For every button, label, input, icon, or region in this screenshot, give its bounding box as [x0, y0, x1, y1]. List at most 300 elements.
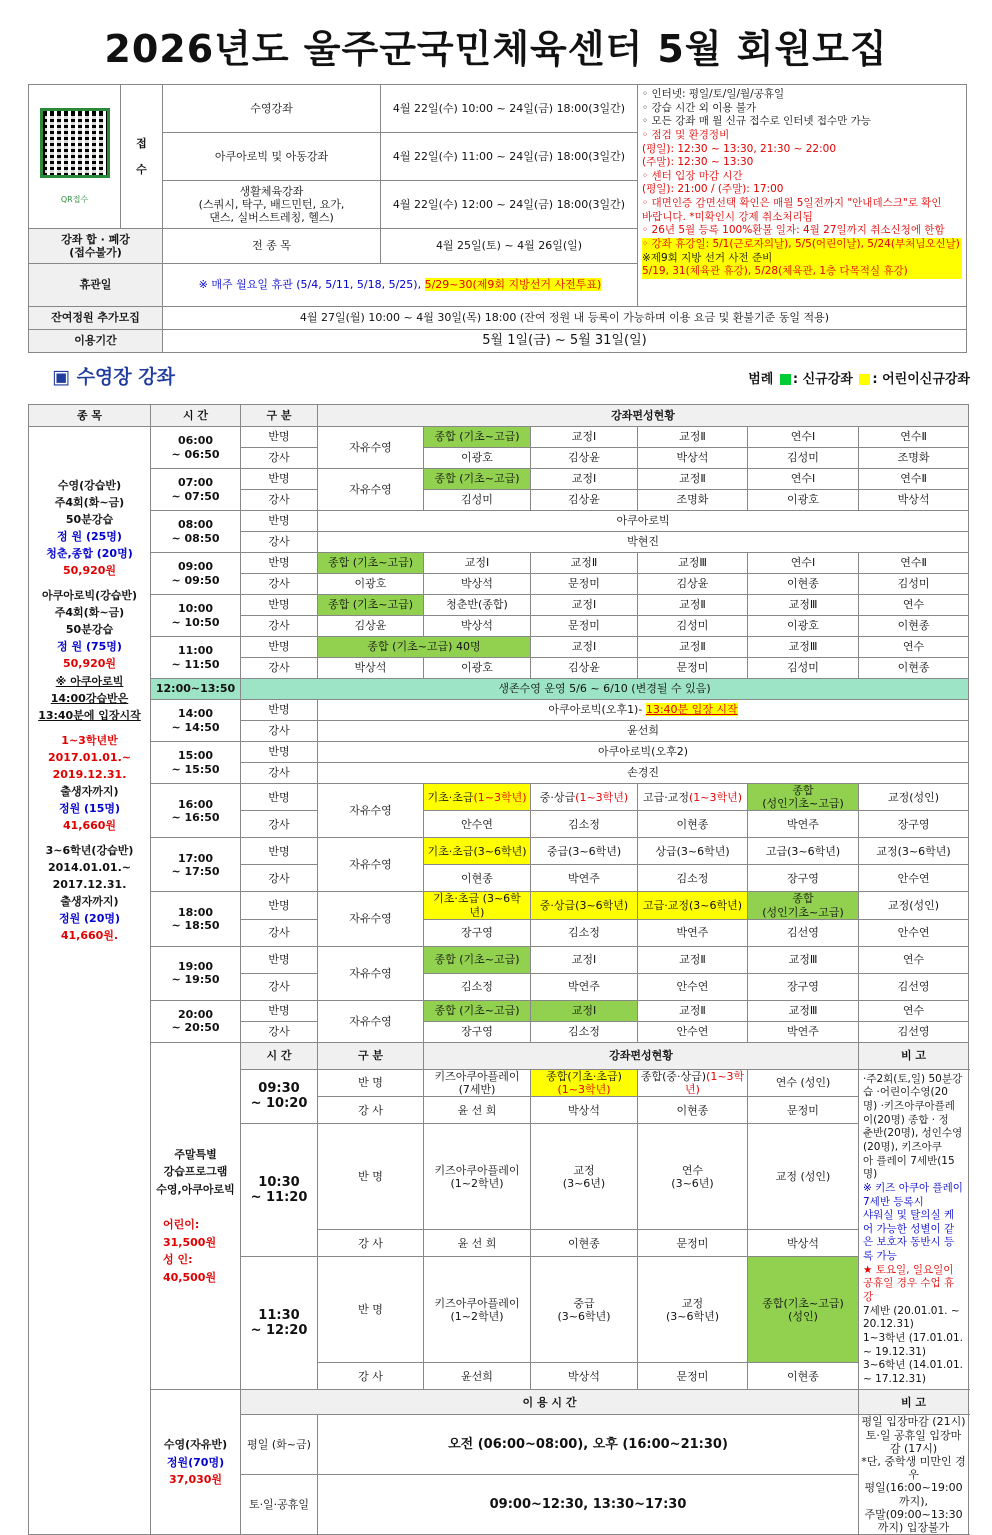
class-name: 종합 (기초~고급)	[318, 595, 424, 616]
reception-course: 생활체육강좌 (스쿼시, 탁구, 배드민턴, 요가, 댄스, 실버스트레칭, 헬스)	[163, 181, 381, 229]
legend-label: 범례	[748, 372, 774, 387]
qr-caption: QR접수	[60, 194, 89, 204]
weekend-slot-time: 09:30 ~ 10:20	[241, 1069, 318, 1123]
row-label-ban: 반명	[241, 595, 318, 616]
free-side-info	[151, 1390, 241, 1535]
teacher-name: 박상석	[638, 448, 748, 469]
class-name: 종합(기초·초급)(1~3학년)	[531, 1069, 638, 1096]
qr-cell	[29, 85, 121, 229]
free-header-time: 이 용 시 간	[241, 1390, 859, 1415]
class-name: 교정Ⅱ	[638, 469, 748, 490]
slot-time: 10:00 ~ 10:50	[151, 595, 241, 637]
weekend-header-status: 강좌편성현황	[424, 1042, 859, 1069]
note-line: (평일): 12:30 ~ 13:30, 21:30 ~ 22:00	[642, 142, 837, 155]
class-name: 교정Ⅰ	[531, 1000, 638, 1021]
class-name: 교정(성인)	[859, 892, 969, 919]
class-sub: (1~3학년)	[575, 790, 629, 804]
side-line: 2017.01.01.~	[48, 750, 131, 764]
free-swim: 자유수영	[318, 838, 424, 892]
teacher-name: 문정미	[748, 1097, 859, 1124]
teacher-name: 김성미	[748, 448, 859, 469]
teacher-name: 윤 선 희	[424, 1230, 531, 1257]
closing-label: 강좌 합 · 폐강 (접수불가)	[29, 229, 163, 264]
teacher-name: 박연주	[638, 919, 748, 946]
note-line: 7세반 (20.01.01. ~ 20.12.31)	[863, 1304, 960, 1331]
weekend-slot-time: 10:30 ~ 11:20	[241, 1124, 318, 1257]
legend-kids: : 어린이신규강좌	[872, 372, 970, 387]
side-line: 3~6학년(강습반)	[45, 843, 134, 857]
side-line: 2017.12.31.	[52, 878, 127, 892]
swim-side-info	[29, 427, 151, 1535]
class-name: 종합 (기초~고급)	[424, 1000, 531, 1021]
closing-subject: 전 종 목	[163, 229, 381, 264]
class-name: 교정Ⅱ	[638, 1000, 748, 1021]
teacher-name: 장구영	[424, 919, 531, 946]
extra-text: 4월 27일(월) 10:00 ~ 4월 30일(목) 18:00 (잔여 정원 내 등록이 가능하며 이용 요금 및 환불기준 동일 적용)	[163, 307, 967, 330]
row-label-teacher: 강사	[241, 763, 318, 784]
holiday-weekly: ※ 매주 월요일 휴관 (5/4, 5/11, 5/18, 5/25),	[198, 278, 425, 292]
row-label-ban: 반 명	[318, 1124, 424, 1230]
class-sub: (1~3학년)	[685, 1069, 745, 1096]
teacher-name: 안수연	[638, 1021, 748, 1042]
side-line: 정원(70명)	[166, 1455, 225, 1469]
info-table	[28, 84, 967, 353]
free-swim: 자유수영	[318, 946, 424, 1000]
class-name: 연수 (성인)	[748, 1069, 859, 1096]
note-line: 평일(16:00~19:00까지),	[864, 1481, 963, 1508]
note-line: 1~3학년 (17.01.01. ~ 19.12.31)	[863, 1331, 963, 1358]
band-text: 생존수영 운영 5/6 ~ 6/10 (변경될 수 있음)	[241, 679, 969, 700]
row-label-ban: 반명	[241, 1000, 318, 1021]
free-swim: 자유수영	[318, 1000, 424, 1042]
side-line: 정원 (20명)	[58, 912, 121, 926]
row-label-teacher: 강사	[241, 811, 318, 838]
class-name: 고급·교정(1~3학년)	[638, 784, 748, 811]
class-name: 기초·초급 (3~6학년)	[424, 892, 531, 919]
class-name: 교정 (3~6학년)	[638, 1257, 748, 1363]
row-label-ban: 반명	[241, 427, 318, 448]
side-line: 2014.01.01.~	[48, 860, 131, 874]
swim-schedule-table	[28, 404, 969, 1535]
row-label-teacher: 강사	[241, 973, 318, 1000]
note-line: ※제9회 지방 선거 사전 준비	[642, 252, 962, 266]
class-sub: (1~3학년)	[473, 790, 527, 804]
class-name: 중·상급(1~3학년)	[531, 784, 638, 811]
row-label-ban: 반명	[241, 946, 318, 973]
row-label-teacher: 강사	[241, 919, 318, 946]
free-day-label: 토·일·공휴일	[241, 1475, 318, 1535]
side-line: 청춘,종합 (20명)	[46, 547, 133, 561]
free-notes	[859, 1415, 969, 1535]
note-line: (평일): 21:00 / (주말): 17:00	[642, 183, 784, 196]
teacher-name: 박상석	[424, 574, 531, 595]
teacher-name: 문정미	[638, 658, 748, 679]
teacher-name: 김상윤	[318, 616, 424, 637]
header-type: 구 분	[241, 405, 318, 427]
class-name: 교정Ⅱ	[638, 637, 748, 658]
class-name: 기초·초급(3~6학년)	[424, 838, 531, 865]
note-line: ◦ 강습 시간 외 이용 불가	[642, 101, 757, 114]
teacher-name: 이광호	[748, 490, 859, 511]
slot-time: 19:00 ~ 19:50	[151, 946, 241, 1000]
side-line: 37,030원	[168, 1473, 223, 1487]
free-header-note: 비 고	[859, 1390, 969, 1415]
class-name: 키즈아쿠아플레이 (1~2학년)	[424, 1257, 531, 1363]
holiday-label: 휴관일	[29, 264, 163, 307]
row-label-ban: 반명	[241, 511, 318, 532]
reception-course: 수영강좌	[163, 85, 381, 133]
class-name: 연수Ⅱ	[859, 427, 969, 448]
side-line: 50,920원	[62, 564, 117, 578]
class-name: 교정Ⅲ	[748, 1000, 859, 1021]
class-name: 키즈아쿠아플레이 (1~2학년)	[424, 1124, 531, 1230]
teacher-name: 박연주	[748, 811, 859, 838]
merged-class: 아쿠아로빅(오후1)- 13:40분 입장 시작	[318, 700, 969, 721]
teacher-name: 안수연	[859, 919, 969, 946]
header-time: 시 간	[151, 405, 241, 427]
side-line	[31, 579, 148, 587]
qr-code[interactable]	[40, 108, 110, 178]
row-label-ban: 반명	[241, 553, 318, 574]
period-text: 5월 1일(금) ~ 5월 31일(일)	[163, 330, 967, 353]
slot-time: 20:00 ~ 20:50	[151, 1000, 241, 1042]
side-line: 주말특별	[174, 1147, 217, 1161]
class-name: 교정Ⅰ	[531, 427, 638, 448]
teacher-name: 안수연	[859, 865, 969, 892]
row-label-ban: 반명	[241, 469, 318, 490]
teacher-name: 장구영	[748, 865, 859, 892]
slot-time: 18:00 ~ 18:50	[151, 892, 241, 946]
slot-time: 09:00 ~ 09:50	[151, 553, 241, 595]
weekend-side-info	[151, 1042, 241, 1390]
holiday-text	[163, 264, 638, 307]
teacher-name: 김소정	[424, 973, 531, 1000]
class-name: 연수Ⅰ	[748, 553, 859, 574]
row-label-teacher: 강사	[241, 448, 318, 469]
teacher-name: 김소정	[531, 919, 638, 946]
closing-period: 4월 25일(토) ~ 4월 26일(일)	[381, 229, 638, 264]
teacher-name: 김소정	[531, 1021, 638, 1042]
note-line: (주말): 12:30 ~ 13:30	[642, 156, 754, 169]
side-line	[31, 724, 148, 732]
class-name: 중급(3~6학년)	[531, 838, 638, 865]
note-line: 바랍니다. *미확인시 강제 취소처리됨	[642, 210, 813, 223]
class-name: 중급 (3~6학년)	[531, 1257, 638, 1363]
class-name: 교정(3~6학년)	[859, 838, 969, 865]
note-line: 5/19, 31(체육관 휴강), 5/28(체육관, 1층 다목적실 휴강)	[642, 265, 962, 279]
slot-time: 06:00 ~ 06:50	[151, 427, 241, 469]
free-day-label: 평일 (화~금)	[241, 1415, 318, 1475]
class-name: 종합 (기초~고급) 40명	[318, 637, 531, 658]
note-line: ◦ 26년 5월 등록 100%환불 일자: 4월 27일까지 취소신청에 한함	[642, 224, 945, 237]
teacher-name: 김소정	[531, 811, 638, 838]
note-line: ◦ 모든 강좌 매 월 신규 접수로 인터넷 접수만 가능	[642, 115, 871, 128]
class-name: 종합 (성인기초~고급)	[748, 892, 859, 919]
free-swim: 자유수영	[318, 892, 424, 946]
class-name: 종합 (기초~고급)	[424, 946, 531, 973]
side-line: 정 원 (25명)	[57, 530, 122, 544]
side-line: 정 원 (75명)	[57, 640, 122, 654]
side-line: 1~3학년반	[61, 733, 118, 747]
class-name: 연수	[859, 637, 969, 658]
holiday-election: 5/29~30(제9회 지방선거 사전투표)	[424, 278, 602, 292]
teacher-name: 김선영	[859, 973, 969, 1000]
teacher-name: 김상윤	[531, 448, 638, 469]
free-swim: 자유수영	[318, 427, 424, 469]
weekend-header-note: 비 고	[859, 1042, 969, 1069]
reception-period: 4월 22일(수) 10:00 ~ 24일(금) 18:00(3일간)	[381, 85, 638, 133]
teacher-name: 이현종	[859, 616, 969, 637]
class-name: 연수Ⅱ	[859, 469, 969, 490]
teacher-name: 김성미	[859, 574, 969, 595]
teacher-name: 안수연	[638, 973, 748, 1000]
weekend-header-type: 구 분	[318, 1042, 424, 1069]
free-time: 오전 (06:00~08:00), 오후 (16:00~21:30)	[318, 1415, 859, 1475]
teacher-name: 박연주	[748, 1021, 859, 1042]
section-title: ▣ 수영장 강좌	[52, 366, 175, 388]
class-name: 교정(성인)	[859, 784, 969, 811]
side-line: 주4회(화~금)	[54, 606, 125, 620]
class-sub: (1~3학년)	[557, 1082, 611, 1096]
teacher-name: 조명화	[638, 490, 748, 511]
teacher-name: 문정미	[638, 1363, 748, 1390]
teacher-name: 장구영	[424, 1021, 531, 1042]
side-line: ※ 아쿠아로빅	[55, 674, 124, 688]
note-line: 평일 입장마감 (21시)	[861, 1415, 966, 1429]
side-line: 출생자까지)	[60, 895, 119, 909]
note-line: 3~6학년 (14.01.01. ~ 17.12.31)	[863, 1359, 963, 1385]
class-name: 교정Ⅲ	[638, 553, 748, 574]
class-name: 교정Ⅰ	[531, 637, 638, 658]
class-name: 연수Ⅱ	[859, 553, 969, 574]
page-title: 2026년도 울주군국민체육센터 5월 회원모집	[104, 27, 888, 71]
teacher-name: 김선영	[859, 1021, 969, 1042]
slot-time: 07:00 ~ 07:50	[151, 469, 241, 511]
free-swim: 자유수영	[318, 469, 424, 511]
row-label-teacher: 강사	[241, 721, 318, 742]
side-line: 2019.12.31.	[52, 767, 127, 781]
class-name: 교정Ⅲ	[748, 637, 859, 658]
row-label-ban: 반 명	[318, 1069, 424, 1096]
teacher-name: 박상석	[531, 1097, 638, 1124]
class-name: 종합 (기초~고급)	[318, 553, 424, 574]
class-name: 청춘반(종합)	[424, 595, 531, 616]
note-line: 샤워실 및 탈의실 케어 가능한 성별이 같	[863, 1209, 955, 1235]
class-name: 중·상급(3~6학년)	[531, 892, 638, 919]
note-line: ★ 토요일, 일요일이 공휴일 경우 수업 휴강	[863, 1263, 955, 1303]
class-name: 교정 (성인)	[748, 1124, 859, 1230]
class-name: 교정Ⅲ	[748, 595, 859, 616]
period-label: 이용기간	[29, 330, 163, 353]
merged-highlight: 13:40분 입장 시작	[645, 703, 738, 717]
side-line: 41,660원	[62, 818, 117, 832]
teacher-name: 이현종	[531, 1230, 638, 1257]
row-label-teacher: 강사	[241, 1021, 318, 1042]
header-subject: 종 목	[29, 405, 151, 427]
class-name: 연수Ⅰ	[748, 469, 859, 490]
class-name: 종합(기초~고급) (성인)	[748, 1257, 859, 1363]
row-label-teacher: 강 사	[318, 1363, 424, 1390]
class-name: 교정Ⅱ	[531, 553, 638, 574]
teacher-name: 윤선희	[424, 1363, 531, 1390]
class-name: 연수Ⅰ	[748, 427, 859, 448]
teacher-name: 박상석	[748, 1230, 859, 1257]
class-name: 교정Ⅰ	[424, 553, 531, 574]
class-name: 상급(3~6학년)	[638, 838, 748, 865]
side-line	[153, 1199, 238, 1217]
side-line: 50,920원	[62, 657, 117, 671]
row-label-ban: 반명	[241, 700, 318, 721]
teacher-name: 김상윤	[638, 574, 748, 595]
side-line: 41,660원.	[60, 929, 119, 943]
header-status: 강좌편성현황	[318, 405, 969, 427]
class-name: 고급·교정(3~6학년)	[638, 892, 748, 919]
teacher-name: 이현종	[638, 811, 748, 838]
note-line: 토·일 공휴일 입장마감 (17시)	[865, 1428, 962, 1455]
legend	[748, 368, 970, 387]
side-line: 14:00강습반은	[50, 691, 129, 705]
row-label-teacher: 강사	[241, 658, 318, 679]
side-line: 성 인: 40,500원	[163, 1253, 217, 1284]
row-label-teacher: 강 사	[318, 1097, 424, 1124]
teacher-name: 김성미	[638, 616, 748, 637]
teacher-name: 김소정	[638, 865, 748, 892]
row-label-teacher: 강사	[241, 865, 318, 892]
reception-course: 아쿠아로빅 및 아동강좌	[163, 133, 381, 181]
row-label-teacher: 강사	[241, 616, 318, 637]
teacher-name: 박상석	[531, 1363, 638, 1390]
teacher-name: 이광호	[424, 448, 531, 469]
teacher-name: 장구영	[859, 811, 969, 838]
class-name: 교정Ⅰ	[531, 595, 638, 616]
class-name: 종합 (기초~고급)	[424, 469, 531, 490]
teacher-name: 조명화	[859, 448, 969, 469]
row-label-teacher: 강사	[241, 532, 318, 553]
teacher-name: 김선영	[748, 919, 859, 946]
extra-label: 잔여정원 추가모집	[29, 307, 163, 330]
row-label-ban: 반명	[241, 742, 318, 763]
class-name: 연수	[859, 946, 969, 973]
row-label-teacher: 강 사	[318, 1230, 424, 1257]
note-line: ◦ 강좌 휴강일: 5/1(근로자의날), 5/5(어린이날), 5/24(부처님오신날)	[642, 238, 962, 252]
class-name: 교정Ⅱ	[638, 946, 748, 973]
side-line: 주4회(화~금)	[54, 496, 125, 510]
slot-time: 11:00 ~ 11:50	[151, 637, 241, 679]
row-label-teacher: 강사	[241, 574, 318, 595]
teacher-name: 이현종	[638, 1097, 748, 1124]
teacher-name: 박연주	[531, 865, 638, 892]
row-label-ban: 반 명	[318, 1257, 424, 1363]
reception-period: 4월 22일(수) 12:00 ~ 24일(금) 18:00(3일간)	[381, 181, 638, 229]
reception-label: 접 수	[121, 85, 163, 229]
side-line: 수영(강습반)	[57, 479, 122, 492]
legend-new: : 신규강좌	[792, 372, 853, 387]
teacher-name: 이현종	[748, 1363, 859, 1390]
side-line	[31, 834, 148, 842]
teacher-name: 박상석	[859, 490, 969, 511]
teacher-name: 윤 선 희	[424, 1097, 531, 1124]
weekend-slot-time: 11:30 ~ 12:20	[241, 1257, 318, 1390]
teacher-name: 이현종	[424, 865, 531, 892]
note-line: 명) ·키즈아쿠아플레이(20명) 종합 · 정	[863, 1100, 955, 1126]
class-name: 연수	[859, 595, 969, 616]
teacher-name: 박상석	[424, 616, 531, 637]
teacher-name: 안수연	[424, 811, 531, 838]
side-line: 정원 (15명)	[58, 801, 121, 815]
class-name: 종합 (기초~고급)	[424, 427, 531, 448]
class-name: 교정 (3~6년)	[531, 1124, 638, 1230]
merged-class: 아쿠아로빅(오후2)	[318, 742, 969, 763]
class-name: 고급(3~6학년)	[748, 838, 859, 865]
band-time: 12:00~13:50	[151, 679, 241, 700]
teacher-name: 이광호	[424, 658, 531, 679]
merged-class: 아쿠아로빅	[318, 511, 969, 532]
note-line: ※ 키즈 아쿠아 플레이 7세반 등록시	[863, 1181, 963, 1208]
class-name: 종합(중·상급)(1~3학년)	[638, 1069, 748, 1096]
teacher-name: 이광호	[748, 616, 859, 637]
class-name: 교정Ⅰ	[531, 469, 638, 490]
row-label-teacher: 강사	[241, 490, 318, 511]
teacher-name: 이광호	[318, 574, 424, 595]
teacher-name: 문정미	[531, 574, 638, 595]
weekend-notes	[859, 1069, 969, 1390]
notes-cell	[638, 85, 967, 307]
teacher-name: 이현종	[748, 574, 859, 595]
merged-teacher: 윤선희	[318, 721, 969, 742]
row-label-ban: 반명	[241, 838, 318, 865]
row-label-ban: 반명	[241, 637, 318, 658]
side-line: 어린이: 31,500원	[163, 1218, 217, 1249]
note-line: 춘반(20명), 성인수영(20명), 키즈아쿠	[863, 1127, 963, 1153]
teacher-name: 이현종	[859, 658, 969, 679]
slot-time: 17:00 ~ 17:50	[151, 838, 241, 892]
note-line: 아 플레이 7세반(15명)	[863, 1154, 955, 1181]
side-line: 강습프로그램	[163, 1165, 228, 1179]
legend-green-swatch	[780, 374, 791, 385]
merged-teacher: 손경진	[318, 763, 969, 784]
slot-time: 16:00 ~ 16:50	[151, 784, 241, 838]
note-line: ◦ 센터 입장 마감 시간	[642, 169, 743, 182]
note-line: ·주2회(토,일) 50분강습 ·어린이수영(20	[863, 1072, 963, 1099]
teacher-name: 문정미	[638, 1230, 748, 1257]
class-name: 연수	[859, 1000, 969, 1021]
note-line: ◦ 점검 및 환경정비	[642, 128, 730, 141]
merged-teacher: 박현진	[318, 532, 969, 553]
class-name: 교정Ⅲ	[748, 946, 859, 973]
row-label-ban: 반명	[241, 784, 318, 811]
side-line: 아쿠아로빅(강습반)	[41, 589, 138, 603]
side-line: 수영(자유반)	[163, 1437, 228, 1451]
weekend-header-time: 시 간	[241, 1042, 318, 1069]
teacher-name: 김성미	[748, 658, 859, 679]
side-line: 50분강습	[65, 623, 114, 637]
slot-time: 14:00 ~ 14:50	[151, 700, 241, 742]
class-sub: (1~3학년)	[688, 790, 743, 804]
class-name: 교정Ⅰ	[531, 946, 638, 973]
slot-time: 15:00 ~ 15:50	[151, 742, 241, 784]
side-line: 50분강습	[65, 513, 114, 527]
row-label-ban: 반명	[241, 892, 318, 919]
teacher-name: 문정미	[531, 616, 638, 637]
class-name: 교정Ⅱ	[638, 595, 748, 616]
teacher-name: 박상석	[318, 658, 424, 679]
teacher-name: 박연주	[531, 973, 638, 1000]
reception-period: 4월 22일(수) 11:00 ~ 24일(금) 18:00(3일간)	[381, 133, 638, 181]
slot-time: 08:00 ~ 08:50	[151, 511, 241, 553]
side-line: 출생자까지)	[60, 784, 119, 798]
free-swim: 자유수영	[318, 784, 424, 838]
note-line: *단, 중학생 미만인 경우	[861, 1455, 966, 1482]
